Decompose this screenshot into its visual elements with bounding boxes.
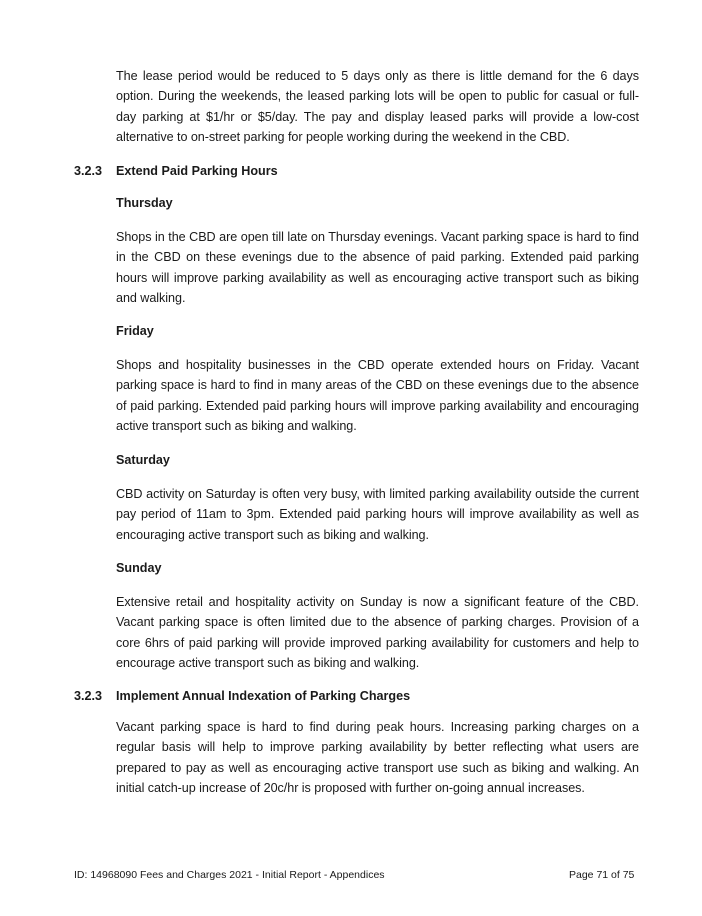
- footer-page-number: Page 71 of 75: [569, 869, 635, 881]
- intro-paragraph: The lease period would be reduced to 5 days only as there is little demand for the 6 days option. During the weekends, the leased parking lots will be open to public for casual or full-day parking at $1/hr or $5/day. The pay and display leased parks will provide a low-cost alternative to on-street parking for people working during the weekend in the CBD.: [116, 69, 639, 144]
- day-paragraph-friday: Shops and hospitality businesses in the CBD operate extended hours on Friday. Vacant parking space is hard to find in many areas of the CBD on these evenings due to the absence of paid parking. Extended paid parking hours will improve parking availability and encouraging active transport such as biking and walking.: [116, 358, 639, 433]
- day-paragraph-thursday: Shops in the CBD are open till late on Thursday evenings. Vacant parking space is hard to find in the CBD on these evenings due to the absence of paid parking. Extended paid parking hours will improve parking availability as well as encouraging active transport such as biking and walking.: [116, 230, 639, 305]
- section-number: 3.2.3: [74, 689, 103, 703]
- section-title: Implement Annual Indexation of Parking Charges: [116, 689, 411, 703]
- day-paragraph-saturday: CBD activity on Saturday is often very busy, with limited parking availability outside the current pay period of 11am to 3pm. Extended paid parking hours will improve availability as well as encouraging active transport such as biking and walking.: [116, 487, 639, 542]
- day-heading-thursday: Thursday: [116, 196, 173, 210]
- footer-document-id: ID: 14968090 Fees and Charges 2021 - Initial Report - Appendices: [74, 869, 385, 881]
- section-number: 3.2.3: [74, 164, 103, 178]
- section-title: Extend Paid Parking Hours: [116, 164, 278, 178]
- day-heading-sunday: Sunday: [116, 561, 162, 575]
- day-paragraph-sunday: Extensive retail and hospitality activity on Sunday is now a significant feature of the CBD. Vacant parking space is often limited due to the absence of parking charges. Provision of a core 6hrs of paid parking will provide improved parking availability for customers and help to encourage active transport such as biking and walking.: [116, 595, 639, 670]
- day-heading-friday: Friday: [116, 324, 154, 338]
- day-heading-saturday: Saturday: [116, 453, 170, 467]
- indexation-paragraph: Vacant parking space is hard to find during peak hours. Increasing parking charges on a regular basis will help to improve parking availability by better reflecting what users are prepared to pay as well as encouraging active transport use such as biking and walking. An initial catch-up increase of 20c/hr is proposed with further on-going annual increases.: [116, 720, 639, 795]
